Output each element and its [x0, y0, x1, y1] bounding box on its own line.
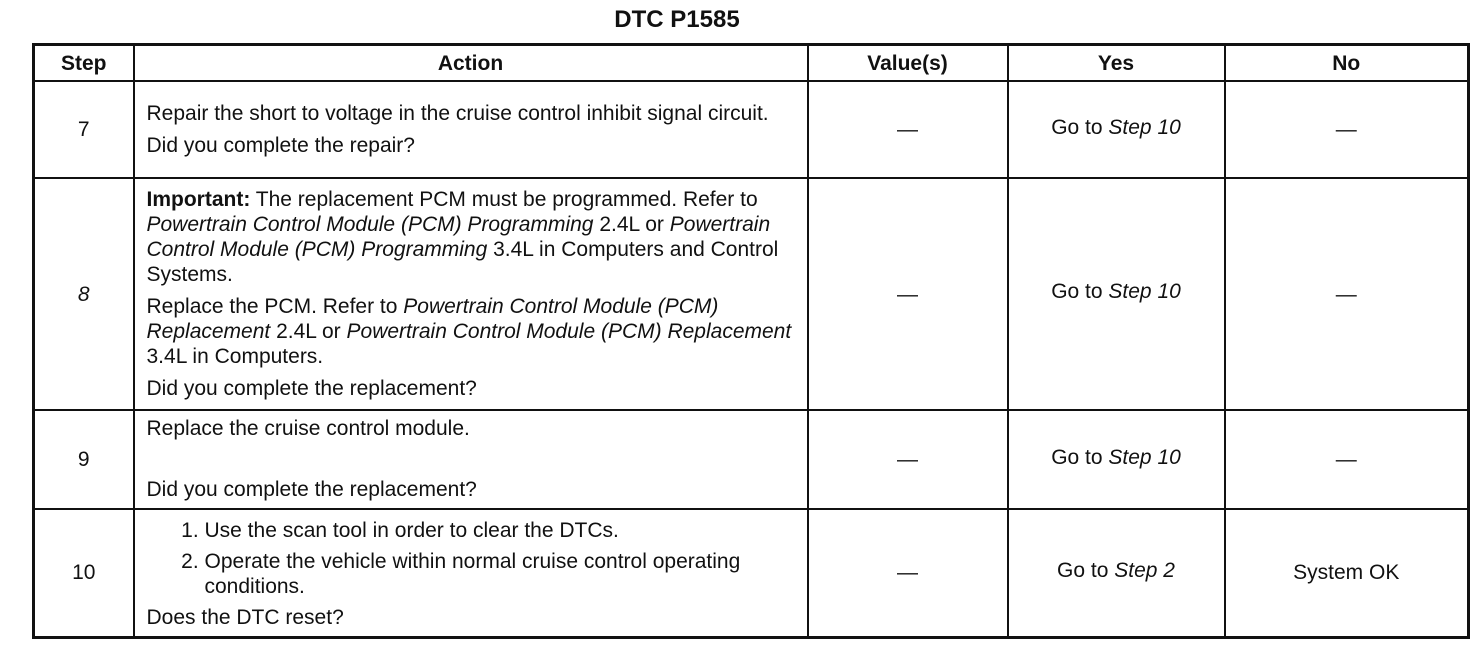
header-step: Step — [34, 45, 134, 82]
reference-link[interactable]: Powertrain Control Module (PCM) Programming — [146, 212, 771, 261]
yes-cell — [1008, 81, 1225, 178]
value-cell: — — [808, 178, 1008, 410]
table-row — [34, 509, 1469, 637]
yes-cell — [1008, 410, 1225, 509]
yes-cell — [1008, 509, 1225, 637]
table-row — [34, 410, 1469, 509]
step-number: 7 — [34, 81, 134, 178]
header-no: No — [1225, 45, 1469, 82]
yes-prefix: Go to — [1057, 558, 1109, 582]
replace-text: Replace the PCM. Refer to — [146, 294, 404, 318]
step-number: 9 — [34, 410, 134, 509]
reference-text: 3.4L in Computers. — [146, 344, 324, 368]
yes-step-link[interactable]: Step 10 — [1108, 280, 1181, 303]
no-cell: System OK — [1225, 509, 1469, 637]
action-cell — [134, 81, 808, 178]
action-cell — [134, 178, 808, 410]
no-cell: — — [1225, 81, 1469, 178]
important-label: Important: — [146, 187, 251, 211]
header-row — [34, 45, 1469, 82]
reference-text: 3.4L in Computers and Control Systems. — [146, 237, 779, 286]
action-question: Did you complete the repair? — [146, 133, 415, 157]
reference-link[interactable]: Powertrain Control Module (PCM) Programming — [146, 212, 594, 236]
step-number: 10 — [34, 509, 134, 637]
action-text: Repair the short to voltage in the cruise control inhibit signal circuit. — [146, 101, 769, 125]
important-text: The replacement PCM must be programmed. Refer to — [250, 187, 758, 211]
replace-instruction — [147, 294, 797, 369]
step-number: 8 — [34, 178, 134, 410]
header-yes: Yes — [1008, 45, 1225, 82]
diagnostic-table — [32, 43, 1470, 639]
reference-text: 2.4L or — [593, 212, 670, 236]
action-list — [147, 518, 797, 599]
header-action: Action — [134, 45, 808, 82]
action-question: Did you complete the replacement? — [146, 376, 477, 400]
no-cell: — — [1225, 410, 1469, 509]
important-note — [147, 187, 797, 287]
action-cell — [134, 509, 808, 637]
reference-link[interactable]: Powertrain Control Module (PCM) Replacement — [346, 319, 792, 343]
yes-prefix: Go to — [1051, 115, 1103, 139]
no-cell: — — [1225, 178, 1469, 410]
action-cell — [134, 410, 808, 509]
value-cell: — — [808, 81, 1008, 178]
yes-step-link[interactable]: Step 10 — [1108, 115, 1181, 139]
list-item: 1. Use the scan tool in order to clear the DTCs. — [205, 518, 797, 543]
value-cell: — — [808, 410, 1008, 509]
action-question: Does the DTC reset? — [146, 606, 344, 630]
action-question: Did you complete the replacement? — [146, 478, 477, 501]
yes-step-link[interactable]: Step 10 — [1108, 445, 1181, 469]
yes-cell — [1008, 178, 1225, 410]
action-text: Replace the cruise control module. — [146, 417, 470, 440]
yes-step-link[interactable]: Step 2 — [1114, 558, 1175, 582]
reference-link[interactable]: Powertrain Control Module (PCM) Replacement — [146, 294, 719, 343]
yes-prefix: Go to — [1051, 445, 1103, 469]
list-item: 2. Operate the vehicle within normal cruise control operating conditions. — [205, 549, 797, 599]
reference-text: 2.4L or — [270, 319, 347, 343]
value-cell: — — [808, 509, 1008, 637]
table-row — [34, 178, 1469, 410]
table-row — [34, 81, 1469, 178]
document-title: DTC P1585 — [614, 6, 740, 33]
header-values: Value(s) — [808, 45, 1008, 82]
yes-prefix: Go to — [1051, 280, 1103, 303]
